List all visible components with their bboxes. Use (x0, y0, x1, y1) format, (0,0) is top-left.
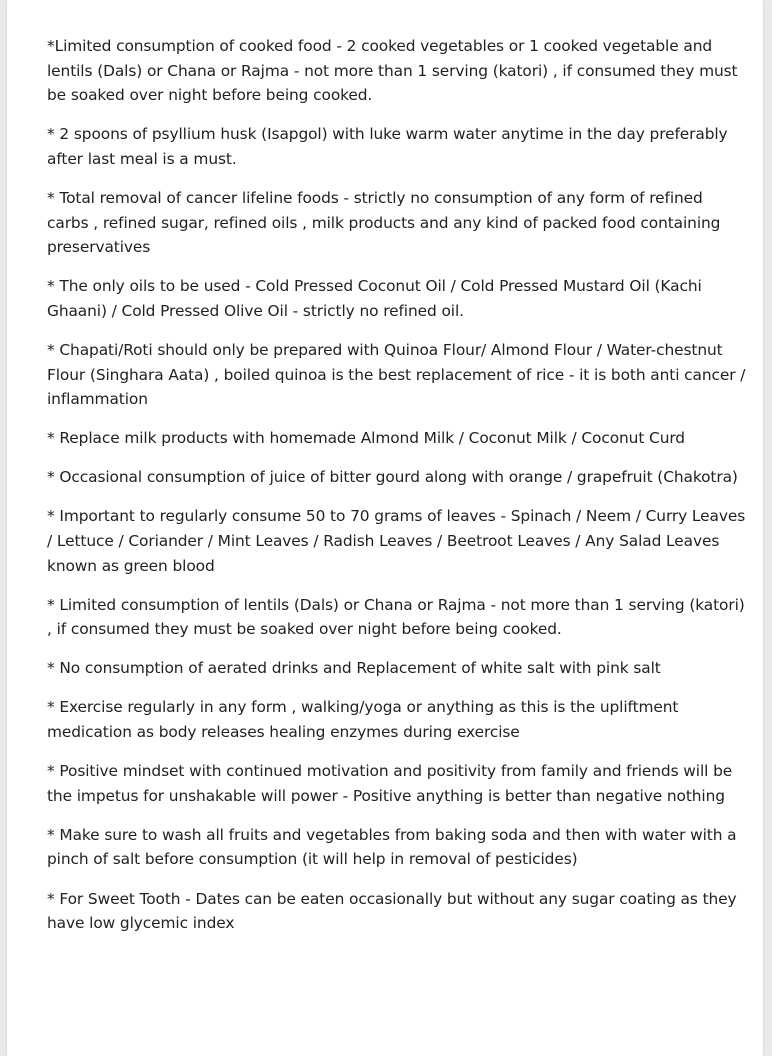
guideline-wash-produce: * Make sure to wash all fruits and vegetables from baking soda and then with water with a pinch of salt before consumption (it will help in removal of pesticides) (47, 825, 737, 869)
guideline-psyllium-husk: * 2 spoons of psyllium husk (Isapgol) with luke warm water anytime in the day preferably after last meal is a must. (47, 125, 728, 168)
guideline-bitter-gourd-juice: * Occasional consumption of juice of bitter gourd along with orange / grapefruit (Chakotra) (47, 468, 738, 487)
guideline-lentils: * Limited consumption of lentils (Dals) or Chana or Rajma - not more than 1 serving (katori) , if consumed they must be soaked over night before being cooked. (47, 595, 745, 639)
document-page (7, 0, 763, 1056)
guideline-exercise: * Exercise regularly in any form , walking/yoga or anything as this is the upliftment medication as body releases healing enzymes during exercise (47, 698, 679, 742)
guideline-chapati-flour: * Chapati/Roti should only be prepared with Quinoa Flour/ Almond Flour / Water-chestnut Flour (Singhara Aata) , boiled quinoa is the best replacement of rice - it is both anti cancer / inflammation (47, 340, 746, 409)
diet-guidelines-list (47, 34, 747, 950)
guideline-aerated-drinks: * No consumption of aerated drinks and Replacement of white salt with pink salt (47, 659, 661, 678)
guideline-remove-lifeline-foods: * Total removal of cancer lifeline foods - strictly no consumption of any form of refined carbs , refined sugar, refined oils , milk products and any kind of packed food containing preservatives (47, 188, 721, 257)
guideline-positive-mindset: * Positive mindset with continued motivation and positivity from family and friends will be the impetus for unshakable will power - Positive anything is better than negative nothing (47, 762, 733, 805)
guideline-cooked-food: *Limited consumption of cooked food - 2 cooked vegetables or 1 cooked vegetable and lentils (Dals) or Chana or Rajma - not more than 1 serving (katori) , if consumed they must be soaked over night before being cooked. (47, 37, 738, 105)
guideline-milk-replacement: * Replace milk products with homemade Almond Milk / Coconut Milk / Coconut Curd (47, 429, 685, 448)
guideline-leaves: * Important to regularly consume 50 to 70 grams of leaves - Spinach / Neem / Curry Leaves / Lettuce / Coriander / Mint Leaves / Radish Leaves / Beetroot Leaves / Any Salad Leaves known as green blood (47, 507, 746, 575)
guideline-sweet-tooth: * For Sweet Tooth - Dates can be eaten occasionally but without any sugar coating as they have low glycemic index (47, 889, 737, 933)
guideline-oils: * The only oils to be used - Cold Pressed Coconut Oil / Cold Pressed Mustard Oil (Kachi Ghaani) / Cold Pressed Olive Oil - strictly no refined oil. (47, 277, 702, 320)
